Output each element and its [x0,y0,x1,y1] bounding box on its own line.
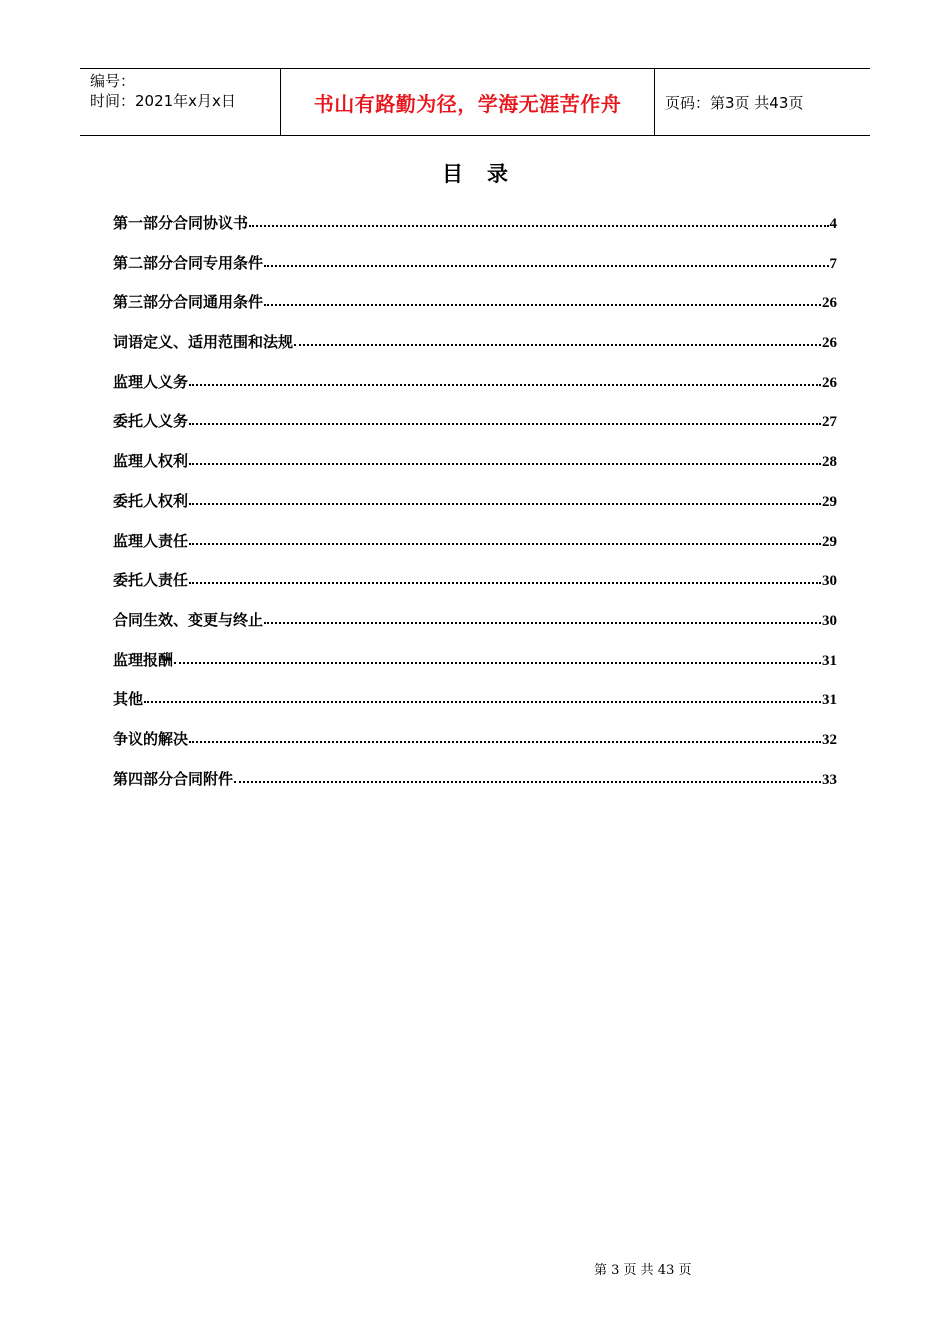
toc-dot-leader [234,780,821,783]
toc-entry[interactable] [113,252,837,292]
toc-dot-leader [249,224,828,227]
toc-entry-label: 监理人责任 [113,531,189,550]
toc-dot-leader [264,264,828,267]
toc-entry-label: 委托人责任 [113,571,189,590]
toc-entry-page: 32 [822,731,837,748]
toc-entry-label: 第三部分合同通用条件 [113,293,264,312]
page-footer: 第 3 页 共 43 页 [594,1263,692,1278]
toc-entry[interactable] [113,410,837,450]
toc-entry[interactable] [113,450,837,490]
toc-entry-label: 其他 [113,690,144,709]
toc-entry-page: 30 [822,573,837,590]
toc-entry-label: 监理人义务 [113,372,189,391]
toc-entry-page: 33 [822,771,837,788]
toc-entry-page: 30 [822,612,837,629]
toc-entry[interactable] [113,688,837,728]
header-right-cell [655,69,870,135]
toc-entry[interactable] [113,331,837,371]
toc-entry[interactable] [113,649,837,689]
toc-dot-leader [294,343,821,346]
toc-entry[interactable] [113,371,837,411]
toc-dot-leader [189,740,821,743]
toc-entry-page: 31 [822,652,837,669]
toc-entry-page: 28 [822,454,837,471]
toc-entry-page: 26 [822,335,837,352]
header-page-info: 页码：第3页 共43页 [665,93,804,112]
page-title: 目录 [442,161,532,186]
toc-entry-label: 第四部分合同附件 [113,769,234,788]
toc-dot-leader [189,542,821,545]
toc-entry-page: 29 [822,533,837,550]
toc-entry-label: 第一部分合同协议书 [113,214,249,232]
document-date: 时间：2021年x月x日 [90,92,236,110]
toc-entry[interactable] [113,212,837,252]
header-left-cell [80,69,281,135]
document-number-label: 编号： [90,72,136,90]
toc-entry-label: 监理人权利 [113,452,189,471]
toc-entry-label: 合同生效、变更与终止 [113,610,264,629]
toc-entry[interactable] [113,728,837,768]
toc-entry-page: 7 [829,255,837,272]
toc-dot-leader [264,303,821,306]
toc-entry-label: 词语定义、适用范围和法规 [113,333,294,352]
toc-entry-page: 26 [822,295,837,312]
toc-dot-leader [144,700,821,703]
toc-entry-page: 26 [822,374,837,391]
toc-entry[interactable] [113,569,837,609]
toc-entry-page: 27 [822,414,837,431]
toc-dot-leader [189,422,821,425]
toc-dot-leader [174,661,821,664]
toc-entry-page: 31 [822,692,837,709]
toc-entry[interactable] [113,291,837,331]
toc-entry-label: 第二部分合同专用条件 [113,253,264,272]
toc-entry[interactable] [113,768,837,808]
toc-entry-page: 4 [829,216,837,232]
toc-entry[interactable] [113,609,837,649]
toc-dot-leader [189,502,821,505]
table-of-contents [113,212,837,807]
toc-dot-leader [189,383,821,386]
toc-entry-label: 委托人义务 [113,412,189,431]
header-motto: 书山有路勤为径，学海无涯苦作舟 [313,91,622,116]
toc-entry[interactable] [113,530,837,570]
toc-dot-leader [264,621,821,624]
toc-dot-leader [189,462,821,465]
toc-entry-page: 29 [822,493,837,510]
toc-dot-leader [189,581,821,584]
header-middle-cell [281,69,655,135]
toc-entry-label: 争议的解决 [113,729,189,748]
page-header [80,68,870,136]
toc-entry-label: 委托人权利 [113,491,189,510]
toc-entry[interactable] [113,490,837,530]
toc-entry-label: 监理报酬 [113,650,174,669]
